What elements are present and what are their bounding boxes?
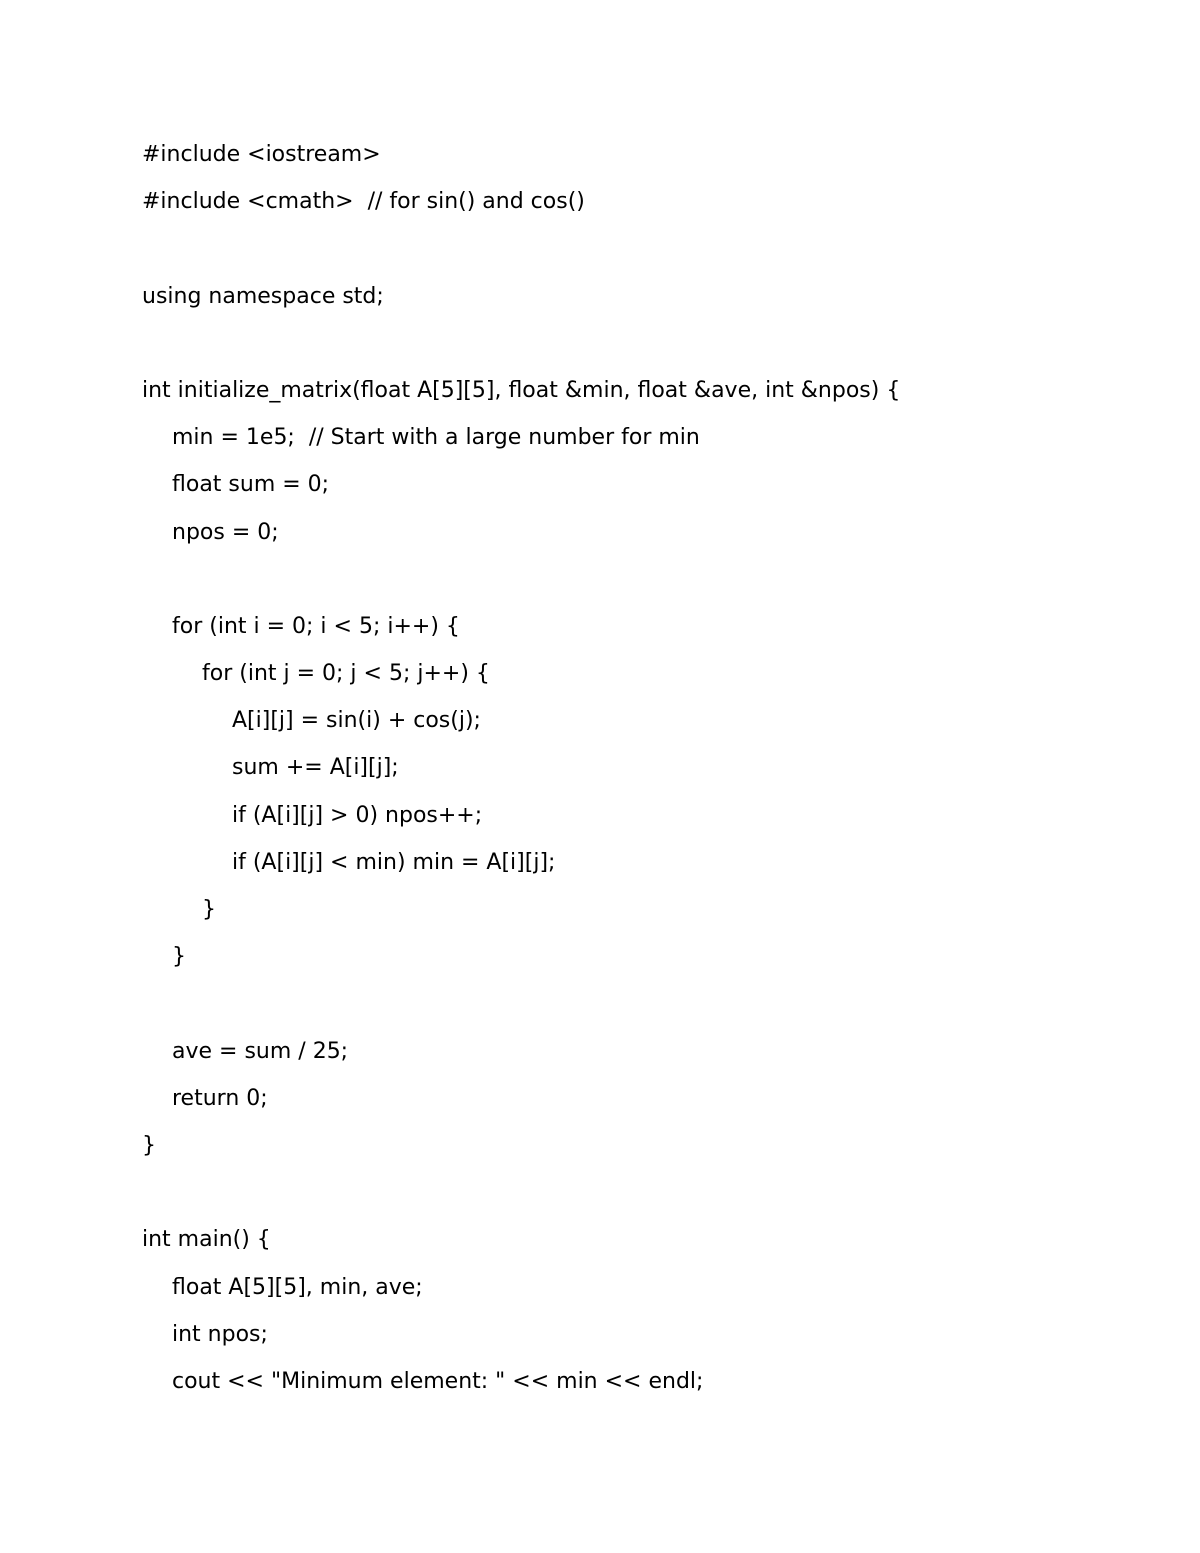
code-line: }: [202, 897, 216, 922]
code-line: int main() {: [142, 1227, 271, 1253]
code-line: #include <iostream>: [142, 142, 381, 167]
code-line: }: [142, 1132, 156, 1158]
code-line: for (int i = 0; i < 5; i++) {: [172, 613, 460, 639]
code-line: #include <cmath> // for sin() and cos(): [142, 189, 585, 215]
blank-line: [142, 1169, 1142, 1216]
code-line: for (int j = 0; j < 5; j++) {: [202, 661, 490, 687]
code-line: using namespace std;: [142, 283, 384, 309]
code-line: if (A[i][j] > 0) npos++;: [232, 802, 483, 828]
code-line: cout << "Minimum element: " << min << endl;: [172, 1368, 704, 1394]
code-line: }: [172, 944, 186, 970]
code-line: if (A[i][j] < min) min = A[i][j];: [232, 849, 556, 875]
code-line: ave = sum / 25;: [172, 1038, 349, 1064]
code-line: float sum = 0;: [172, 472, 330, 498]
code-document: [142, 131, 1142, 1405]
code-line: A[i][j] = sin(i) + cos(j);: [232, 708, 481, 734]
code-line: int npos;: [172, 1321, 268, 1347]
blank-line: [142, 320, 1142, 367]
code-line: min = 1e5; // Start with a large number for min: [172, 425, 700, 451]
code-line: int initialize_matrix(float A[5][5], float &min, float &ave, int &npos) {: [142, 377, 901, 403]
code-line: float A[5][5], min, ave;: [172, 1274, 423, 1300]
code-line: return 0;: [172, 1085, 268, 1111]
blank-line: [142, 556, 1142, 603]
code-line: npos = 0;: [172, 519, 279, 545]
blank-line: [142, 980, 1142, 1027]
code-line: sum += A[i][j];: [232, 755, 399, 781]
blank-line: [142, 225, 1142, 272]
